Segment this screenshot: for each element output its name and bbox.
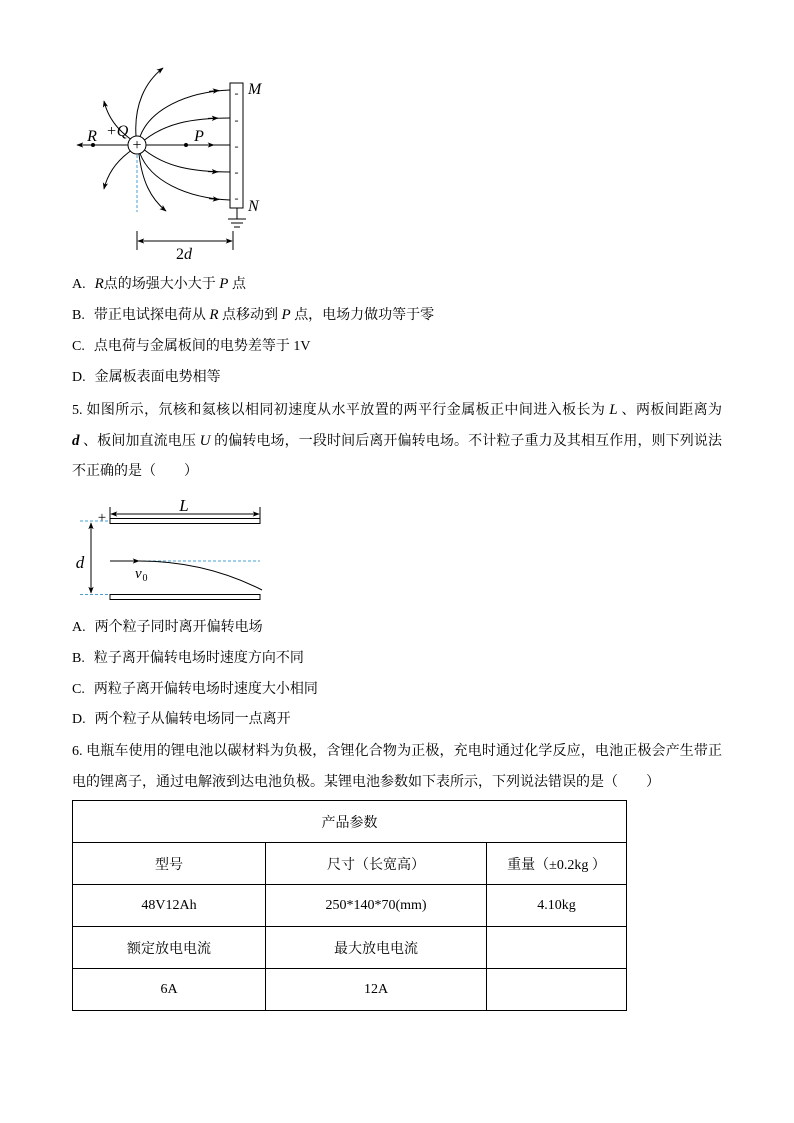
point-p-label: P <box>194 128 204 145</box>
option-label: C. <box>72 339 85 354</box>
point-charge-field-figure <box>60 60 280 270</box>
field-line-plate-1 <box>140 90 230 137</box>
symbol-l: L <box>609 402 618 418</box>
q5-stem-line-3 <box>72 462 198 482</box>
option-label: D. <box>72 370 86 385</box>
option-text: 点移动到 <box>218 308 282 323</box>
table-cell: 额定放电电流 <box>73 927 266 969</box>
option-label: B. <box>72 308 85 323</box>
stem-text: 6. 电瓶车使用的锂电池以碳材料为负极，含锂化合物为正极，充电时通过化学反应，电池正极会产生带正 <box>72 744 722 759</box>
bottom-plate <box>110 595 260 600</box>
q6-stem-line-2 <box>72 773 660 793</box>
table-cell: 最大放电电流 <box>266 927 487 969</box>
symbol-r: R <box>209 307 219 323</box>
symbol-p: P <box>281 307 291 323</box>
q4-option-b <box>72 305 434 325</box>
symbol-d: d <box>72 433 80 449</box>
option-label: A. <box>72 620 86 635</box>
option-text: 两粒子离开偏转电场时速度大小相同 <box>93 682 318 697</box>
plate-charge-sign: - <box>234 165 239 179</box>
length-label: L <box>179 496 189 515</box>
q5-option-c <box>72 680 318 700</box>
option-text: 点，电场力做功等于零 <box>290 308 435 323</box>
plate-charge-sign: - <box>234 86 239 100</box>
option-text: 带正电试探电荷从 <box>93 308 210 323</box>
option-text: 两个粒子从偏转电场同一点离开 <box>94 712 291 727</box>
table-cell: 4.10kg <box>487 885 627 927</box>
field-line-plate-3 <box>145 150 231 172</box>
product-parameter-table <box>72 800 627 1011</box>
q5-option-a <box>72 618 263 638</box>
field-line-lower-left <box>104 151 131 189</box>
point-p-dot <box>184 143 188 147</box>
table-cell-empty <box>487 969 627 1011</box>
symbol-p: P <box>219 276 229 292</box>
q4-option-d <box>72 368 221 388</box>
field-line-plate-4 <box>140 154 230 201</box>
plate-charge-sign: - <box>234 113 239 127</box>
option-text: 两个粒子同时离开偏转电场 <box>94 620 263 635</box>
field-lines <box>77 68 230 211</box>
option-label: B. <box>72 651 85 666</box>
plate-charge-sign: - <box>234 191 239 205</box>
plate-charge-sign: - <box>234 139 239 153</box>
table-cell: 250*140*70(mm) <box>266 885 487 927</box>
stem-text: 、板间加直流电压 <box>79 434 200 449</box>
option-text: 点的场强大小大于 <box>103 277 220 292</box>
distance-number: 2 <box>176 246 184 263</box>
top-plate <box>110 519 260 524</box>
deflection-field-figure <box>70 495 275 610</box>
positive-plate-sign: + <box>97 510 107 526</box>
option-label: D. <box>72 712 86 727</box>
distance-label <box>176 246 193 263</box>
table-cell-empty <box>487 927 627 969</box>
table-cell: 尺寸（长宽高） <box>266 843 487 885</box>
option-text: 金属板表面电势相等 <box>94 370 221 385</box>
q4-option-c <box>72 337 310 357</box>
table-title-row <box>73 801 627 843</box>
field-line-up <box>136 68 163 136</box>
q4-option-a <box>72 274 246 294</box>
option-text: 点 <box>228 277 246 292</box>
q6-stem-line-1 <box>72 742 722 762</box>
symbol-r: R <box>94 276 104 292</box>
q5-option-d <box>72 710 291 730</box>
plate-label-m: M <box>248 81 262 98</box>
table-cell: 型号 <box>73 843 266 885</box>
table-row <box>73 927 627 969</box>
table-cell: 48V12Ah <box>73 885 266 927</box>
plate-label-n: N <box>248 198 259 215</box>
q5-stem-line-1 <box>72 400 722 420</box>
charge-label: +Q <box>106 123 129 140</box>
stem-text: 、两板间距离为 <box>617 403 723 418</box>
stem-text: 的偏转电场，一段时间后离开偏转电场。不计粒子重力及其相互作用，则下列说法 <box>210 434 723 449</box>
distance-symbol: d <box>184 246 192 263</box>
table-cell: 重量（±0.2kg ） <box>487 843 627 885</box>
option-text: 点电荷与金属板间的电势差等于 1V <box>93 339 311 354</box>
option-label: A. <box>72 277 86 292</box>
table-row <box>73 843 627 885</box>
symbol-u: U <box>199 433 211 449</box>
table-cell: 12A <box>266 969 487 1011</box>
velocity-label: v <box>135 566 142 582</box>
field-line-plate-2 <box>145 118 231 140</box>
particle-trajectory <box>139 561 262 590</box>
q5-option-b <box>72 649 304 669</box>
table-cell: 6A <box>73 969 266 1011</box>
table-title: 产品参数 <box>73 801 627 843</box>
ground-symbol <box>228 208 246 227</box>
option-label: C. <box>72 682 85 697</box>
point-charge-sign: + <box>132 137 142 154</box>
gap-label: d <box>75 553 85 572</box>
point-r-label: R <box>87 128 97 145</box>
stem-text: 不正确的是（ ） <box>72 464 198 479</box>
stem-text: 电的锂离子，通过电解液到达电池负极。某锂电池参数如下表所示，下列说法错误的是（ ） <box>72 775 660 790</box>
q5-stem-line-2 <box>72 431 722 451</box>
option-text: 粒子离开偏转电场时速度方向不同 <box>93 651 304 666</box>
stem-text: 5. 如图所示，氘核和氦核以相同初速度从水平放置的两平行金属板正中间进入板长为 <box>72 403 610 418</box>
table-row <box>73 969 627 1011</box>
velocity-subscript: 0 <box>142 573 148 584</box>
field-line-down <box>139 154 166 211</box>
table-row <box>73 885 627 927</box>
